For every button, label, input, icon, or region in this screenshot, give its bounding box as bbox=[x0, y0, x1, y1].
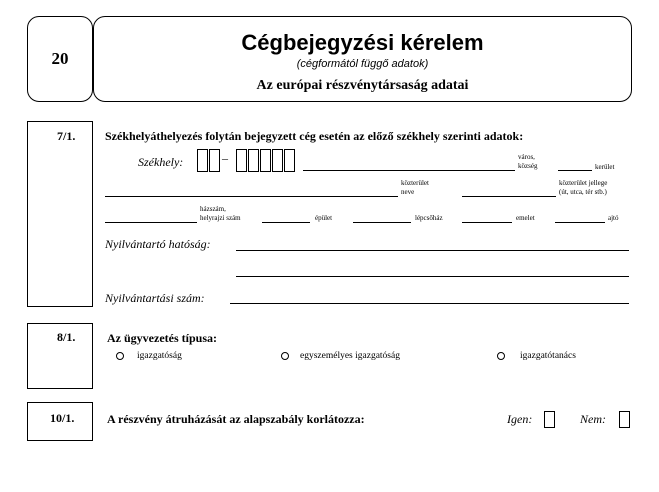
building-label: épület bbox=[315, 214, 333, 222]
registry-authority-field[interactable] bbox=[236, 250, 629, 251]
section-7-number-box bbox=[27, 121, 93, 307]
section-10-question: A részvény átruházását az alapszabály korlátozza: bbox=[107, 412, 365, 426]
floor-field[interactable] bbox=[462, 222, 512, 223]
postcode-box-2[interactable] bbox=[209, 149, 220, 172]
district-field[interactable] bbox=[558, 170, 592, 171]
form-subtitle: (cégformától függő adatok) bbox=[296, 58, 429, 70]
postcode-box-4[interactable] bbox=[248, 149, 259, 172]
no-checkbox[interactable] bbox=[619, 411, 630, 428]
option-igazgatotanacs-radio[interactable] bbox=[497, 352, 505, 360]
section-8-heading: Az ügyvezetés típusa: bbox=[107, 331, 217, 345]
registry-authority-field-2[interactable] bbox=[236, 276, 629, 277]
staircase-field[interactable] bbox=[353, 222, 411, 223]
floor-label: emelet bbox=[516, 214, 535, 222]
option-igazgatosag-label: igazgatóság bbox=[137, 351, 182, 361]
registry-number-field[interactable] bbox=[230, 303, 629, 304]
street-type-label-1: közterület jellege bbox=[559, 179, 608, 187]
city-label-1: város, bbox=[518, 153, 535, 161]
postcode-box-1[interactable] bbox=[197, 149, 208, 172]
postcode-box-7[interactable] bbox=[284, 149, 295, 172]
option-igazgatotanacs-label: igazgatótanács bbox=[520, 351, 576, 361]
registry-number-label: Nyilvántartási szám: bbox=[105, 291, 205, 305]
registry-authority-label: Nyilvántartó hatóság: bbox=[105, 237, 211, 251]
door-field[interactable] bbox=[555, 222, 605, 223]
staircase-label: lépcsőház bbox=[415, 214, 443, 222]
section-10-number: 10/1. bbox=[50, 411, 75, 425]
yes-checkbox[interactable] bbox=[544, 411, 555, 428]
option-egyszemelyes-label: egyszemélyes igazgatóság bbox=[300, 351, 400, 361]
street-type-field[interactable] bbox=[462, 196, 556, 197]
section-7-heading: Székhelyáthelyezés folytán bejegyzett cég esetén az előző székhely szerinti adatok: bbox=[105, 129, 524, 143]
postcode-dash: – bbox=[222, 151, 228, 165]
building-field[interactable] bbox=[262, 222, 310, 223]
street-type-label-2: (út, utca, tér stb.) bbox=[559, 188, 607, 196]
house-number-field[interactable] bbox=[105, 222, 197, 223]
section-title: Az európai részvénytársaság adatai bbox=[256, 78, 469, 93]
section-7-number: 7/1. bbox=[57, 129, 76, 143]
form-title: Cégbejegyzési kérelem bbox=[241, 30, 484, 55]
door-label: ajtó bbox=[608, 214, 619, 222]
postcode-box-5[interactable] bbox=[260, 149, 271, 172]
yes-label: Igen: bbox=[507, 412, 533, 426]
city-field[interactable] bbox=[303, 170, 515, 171]
section-8-number: 8/1. bbox=[57, 330, 76, 344]
no-label: Nem: bbox=[580, 412, 606, 426]
house-label-1: házszám, bbox=[200, 205, 226, 213]
house-label-2: helyrajzi szám bbox=[200, 214, 241, 222]
postcode-box-6[interactable] bbox=[272, 149, 283, 172]
postcode-box-3[interactable] bbox=[236, 149, 247, 172]
option-egyszemelyes-radio[interactable] bbox=[281, 352, 289, 360]
street-name-field[interactable] bbox=[105, 196, 398, 197]
form-number: 20 bbox=[51, 49, 69, 68]
option-igazgatosag-radio[interactable] bbox=[116, 352, 124, 360]
seat-label: Székhely: bbox=[138, 155, 184, 169]
street-name-label-1: közterület bbox=[401, 179, 429, 187]
city-label-2: község bbox=[518, 162, 538, 170]
street-name-label-2: neve bbox=[401, 188, 415, 196]
district-label: kerület bbox=[595, 163, 615, 171]
